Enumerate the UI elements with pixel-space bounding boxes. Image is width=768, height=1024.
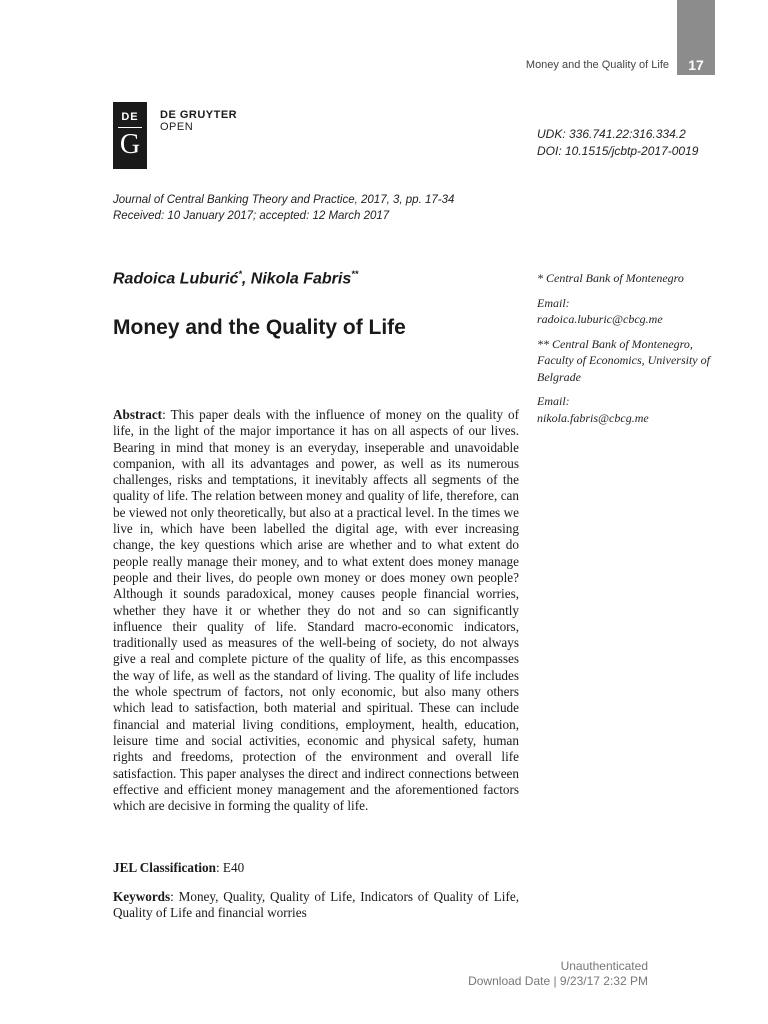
logo-de-text: DE bbox=[121, 111, 139, 123]
download-date: Download Date | 9/23/17 2:32 PM bbox=[468, 974, 648, 988]
logo-g-text: G bbox=[119, 129, 141, 160]
keywords-text: : Money, Quality, Quality of Life, Indicators of Quality of Life, Quality of Life and financial worries bbox=[113, 889, 519, 921]
journal-citation-block bbox=[113, 192, 454, 224]
jel-text: : E40 bbox=[215, 860, 245, 875]
publisher-subtitle: OPEN bbox=[160, 121, 194, 133]
identifiers bbox=[537, 126, 698, 160]
abstract bbox=[113, 407, 519, 814]
email-2-label: Email: bbox=[537, 394, 570, 408]
keywords bbox=[113, 889, 519, 922]
author-2-mark: ** bbox=[351, 269, 359, 279]
logo-divider bbox=[118, 127, 142, 128]
received-dates: Received: 10 January 2017; accepted: 12 March 2017 bbox=[113, 210, 390, 222]
paper-title: Money and the Quality of Life bbox=[113, 316, 406, 339]
running-title: Money and the Quality of Life bbox=[525, 59, 669, 71]
affiliation-1: * Central Bank of Montenegro bbox=[537, 271, 684, 285]
author-2: Nikola Fabris bbox=[250, 270, 352, 288]
affiliations bbox=[537, 270, 717, 434]
email-2[interactable]: nikola.fabris@cbcg.me bbox=[537, 410, 649, 425]
keywords-label: Keywords bbox=[113, 889, 171, 904]
publisher-name bbox=[160, 109, 237, 133]
publisher-title: DE GRUYTER bbox=[160, 109, 238, 121]
unauthenticated-label: Unauthenticated bbox=[560, 959, 648, 973]
email-1-label: Email: bbox=[537, 295, 570, 310]
email-1[interactable]: radoica.luburic@cbcg.me bbox=[537, 312, 663, 326]
affiliation-2: ** Central Bank of Montenegro, Faculty of Economics, University of Belgrade bbox=[537, 336, 710, 384]
jel-classification bbox=[113, 860, 519, 876]
download-stamp bbox=[468, 959, 648, 989]
doi-code: DOI: 10.1515/jcbtp-2017-0019 bbox=[537, 144, 699, 158]
email-1-block bbox=[537, 295, 717, 328]
author-1: Radoica Luburić bbox=[113, 270, 239, 288]
jel-label: JEL Classification bbox=[113, 860, 216, 875]
email-2-block bbox=[537, 393, 717, 426]
author-1-mark: * bbox=[238, 269, 242, 279]
abstract-label: Abstract bbox=[113, 407, 163, 422]
journal-citation: Journal of Central Banking Theory and Practice, 2017, 3, pp. 17-34 bbox=[113, 194, 455, 206]
author-separator: , bbox=[241, 270, 251, 288]
page-number-tab bbox=[677, 0, 715, 75]
abstract-text: : This paper deals with the influence of money on the quality of life, in the light of the major importance it has on all aspects of our lives. Bearing in mind that money is an everyday, inseperable and unavoidable companion, with all its advantages and power, as well as its numerous challenges, risks and temptations, it inevitably affects all segments of the quality of life. The relation between money and quality of life, therefore, can be viewed not only theoretically, but also at a practical level. In the times we live in, which have been labelled the digital age, with ever increasing change, the key questions which arise are whether and to what extent do people really manage their money, and to what extent does money manage people and their lives, do people own money or does money own people? Although it sounds paradoxical, money causes people financial worries, whether they have it or whether they do not and so can significantly influence their quality of life. Standard macro-economic indicators, traditionally used as measures of the well-being of society, do not always give a real and complete picture of the quality of life, as this encompasses the way of life, as well as the standard of living. The quality of life includes the whole spectrum of factors, not only economic, but also many others which lead to satisfaction, both material and spiritual. These can include financial and material living conditions, employment, health, education, leisure time and social activities, economic and physical safety, human rights and freedoms, protection of the environment and overall life satisfaction. This paper analyses the direct and indirect connections between effective and efficient money management and the aforementioned factors which are decisive in forming the quality of life. bbox=[113, 407, 519, 814]
de-gruyter-logo bbox=[113, 102, 147, 169]
author-line bbox=[113, 269, 358, 288]
udk-code: UDK: 336.741.22:316.334.2 bbox=[537, 127, 686, 141]
page-number: 17 bbox=[688, 57, 704, 73]
